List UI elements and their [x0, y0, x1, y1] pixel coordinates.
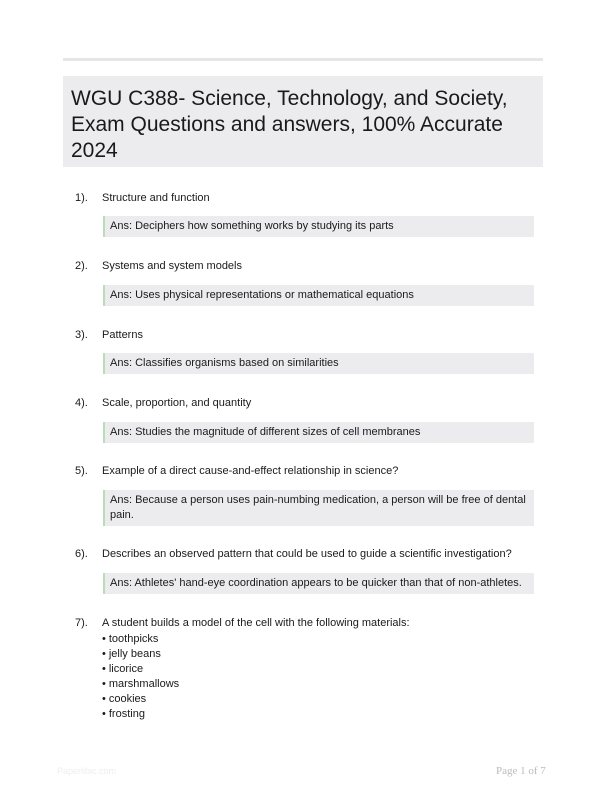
answer-box: Ans: Athletes' hand-eye coordination appears to be quicker than that of non-athletes. — [103, 573, 534, 594]
question-number: 2). — [75, 260, 88, 272]
list-item: • cookies — [102, 692, 179, 707]
answer-box: Ans: Deciphers how something works by studying its parts — [103, 216, 534, 237]
list-item: • toothpicks — [102, 632, 179, 647]
list-item: • jelly beans — [102, 647, 179, 662]
question-number: 4). — [75, 397, 88, 409]
list-item: • frosting — [102, 707, 179, 722]
list-item: • licorice — [102, 662, 179, 677]
question-text: Systems and system models — [102, 260, 242, 272]
question-text: A student builds a model of the cell with the following materials: — [102, 617, 410, 629]
page-title: WGU C388- Science, Technology, and Society, Exam Questions and answers, 100% Accurate 2024 — [71, 87, 508, 162]
question-text: Scale, proportion, and quantity — [102, 397, 252, 409]
question-text: Structure and function — [102, 192, 210, 204]
bullet-list — [102, 632, 179, 722]
question-number: 7). — [75, 617, 88, 629]
top-divider — [63, 58, 543, 61]
question-text: Patterns — [102, 329, 143, 341]
answer-box: Ans: Classifies organisms based on similarities — [103, 353, 534, 374]
question-number: 6). — [75, 548, 88, 560]
question-text: Example of a direct cause-and-effect relationship in science? — [102, 465, 399, 477]
answer-box: Ans: Because a person uses pain-numbing medication, a person will be free of dental pain. — [103, 490, 534, 526]
question-text: Describes an observed pattern that could be used to guide a scientific investigation? — [102, 548, 512, 560]
question-number: 1). — [75, 192, 88, 204]
answer-box: Ans: Studies the magnitude of different sizes of cell membranes — [103, 422, 534, 443]
answer-box: Ans: Uses physical representations or mathematical equations — [103, 285, 534, 306]
page-number: Page 1 of 7 — [496, 765, 546, 777]
title-box — [63, 76, 543, 167]
question-number: 5). — [75, 465, 88, 477]
list-item: • marshmallows — [102, 677, 179, 692]
footer-watermark: Paperlibic.com — [57, 766, 117, 776]
question-number: 3). — [75, 329, 88, 341]
